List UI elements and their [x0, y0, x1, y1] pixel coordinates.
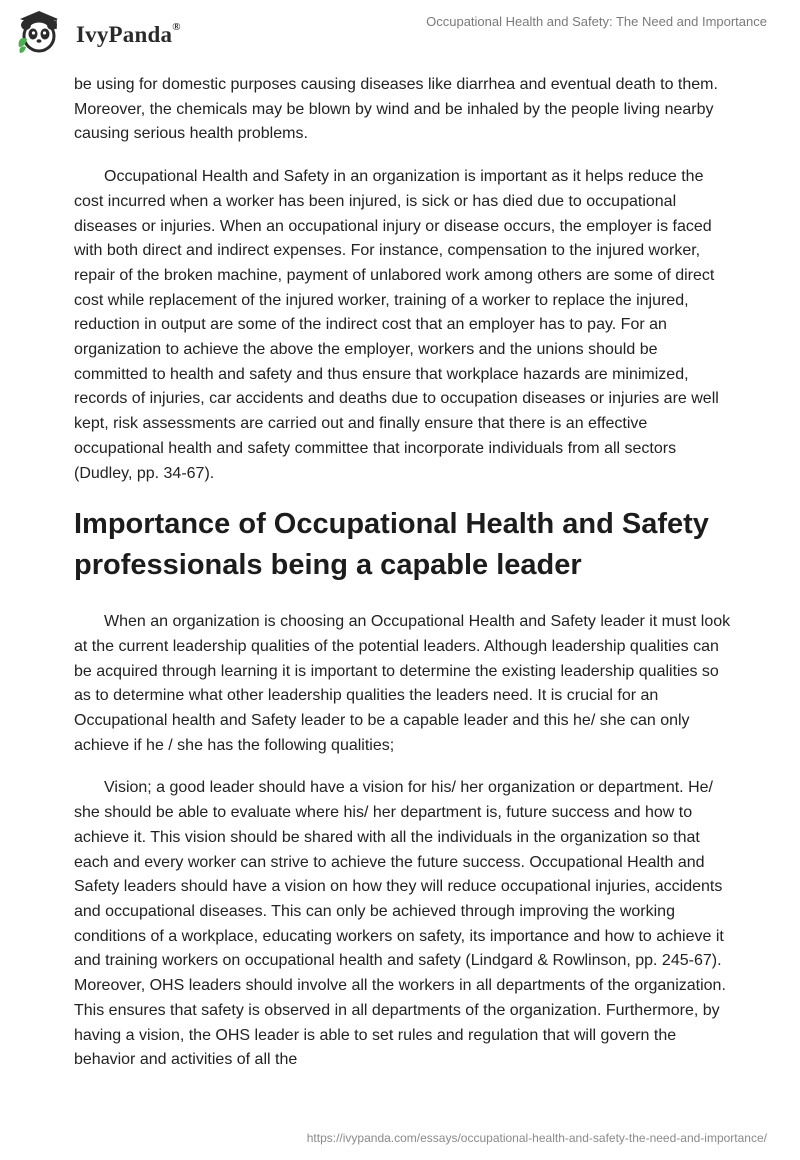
paragraph: When an organization is choosing an Occupational Health and Safety leader it must look at the current leadership qualities of the potential leaders. Although leadership qualities can be acquired through learning it is important to determine the existing leadership qualities so as to determine what other leadership qualities the leaders need. It is crucial for an Occupational health and Safety leader to be a capable leader and this he/ she can only achieve if he / she has the following qualities;: [74, 613, 731, 754]
ivypanda-logo[interactable]: [16, 9, 216, 57]
source-url[interactable]: https://ivypanda.com/essays/occupational-health-and-safety-the-need-and-importance/: [306, 1131, 767, 1145]
panda-logo-icon: [16, 9, 66, 57]
page-header: [0, 0, 800, 66]
paragraph: Vision; a good leader should have a vision for his/ her organization or department. He/ she should be able to evaluate where his/ her department is, future success and how to achieve it. This vision should be shared with all the individuals in the organization so that each and every worker can strive to achieve the future success. Occupational Health and Safety leaders should have a vision on how they will reduce occupational injuries, accidents and occupational diseases. This can only be achieved through improving the working conditions of a workplace, educating workers on safety, its importance and how to achieve it and training workers on occupational health and safety (Lindgard & Rowlinson, pp. 245-67). Moreover, OHS leaders should involve all the workers in all departments of the organization. This ensures that safety is observed in all departments of the organization. Furthermore, by having a vision, the OHS leader is able to set rules and regulation that will govern the behavior and activities of all the: [74, 779, 726, 1069]
registered-mark: ®: [172, 21, 181, 34]
essay-content: [74, 73, 734, 1091]
brand-name: IvyPanda®: [76, 21, 181, 47]
document-title: Occupational Health and Safety: The Need and Importance: [426, 14, 767, 29]
section-heading: Importance of Occupational Health and Safety professionals being a capable leader: [74, 508, 709, 582]
paragraph: Occupational Health and Safety in an organization is important as it helps reduce the cost incurred when a worker has been injured, is sick or has died due to occupational diseases or injuries. When an occupational injury or disease occurs, the employer is faced with both direct and indirect expenses. For instance, compensation to the injured worker, repair of the broken machine, payment of unlabored work among others are some of direct cost while replacement of the injured worker, training of a worker to replace the injured, reduction in output are some of the indirect cost that an employer has to pay. For an organization to achieve the above the employer, workers and the unions should be committed to health and safety and thus ensure that workplace hazards are minimized, records of injuries, car accidents and deaths due to occupation diseases or injuries are well kept, risk assessments are carried out and finally ensure that there is an effective occupational health and safety committee that incorporate individuals from all sectors (Dudley, pp. 34-67).: [74, 168, 719, 482]
paragraph: be using for domestic purposes causing diseases like diarrhea and eventual death to them. Moreover, the chemicals may be blown by wind and be inhaled by the people living nearby causing serious health problems.: [74, 76, 718, 143]
